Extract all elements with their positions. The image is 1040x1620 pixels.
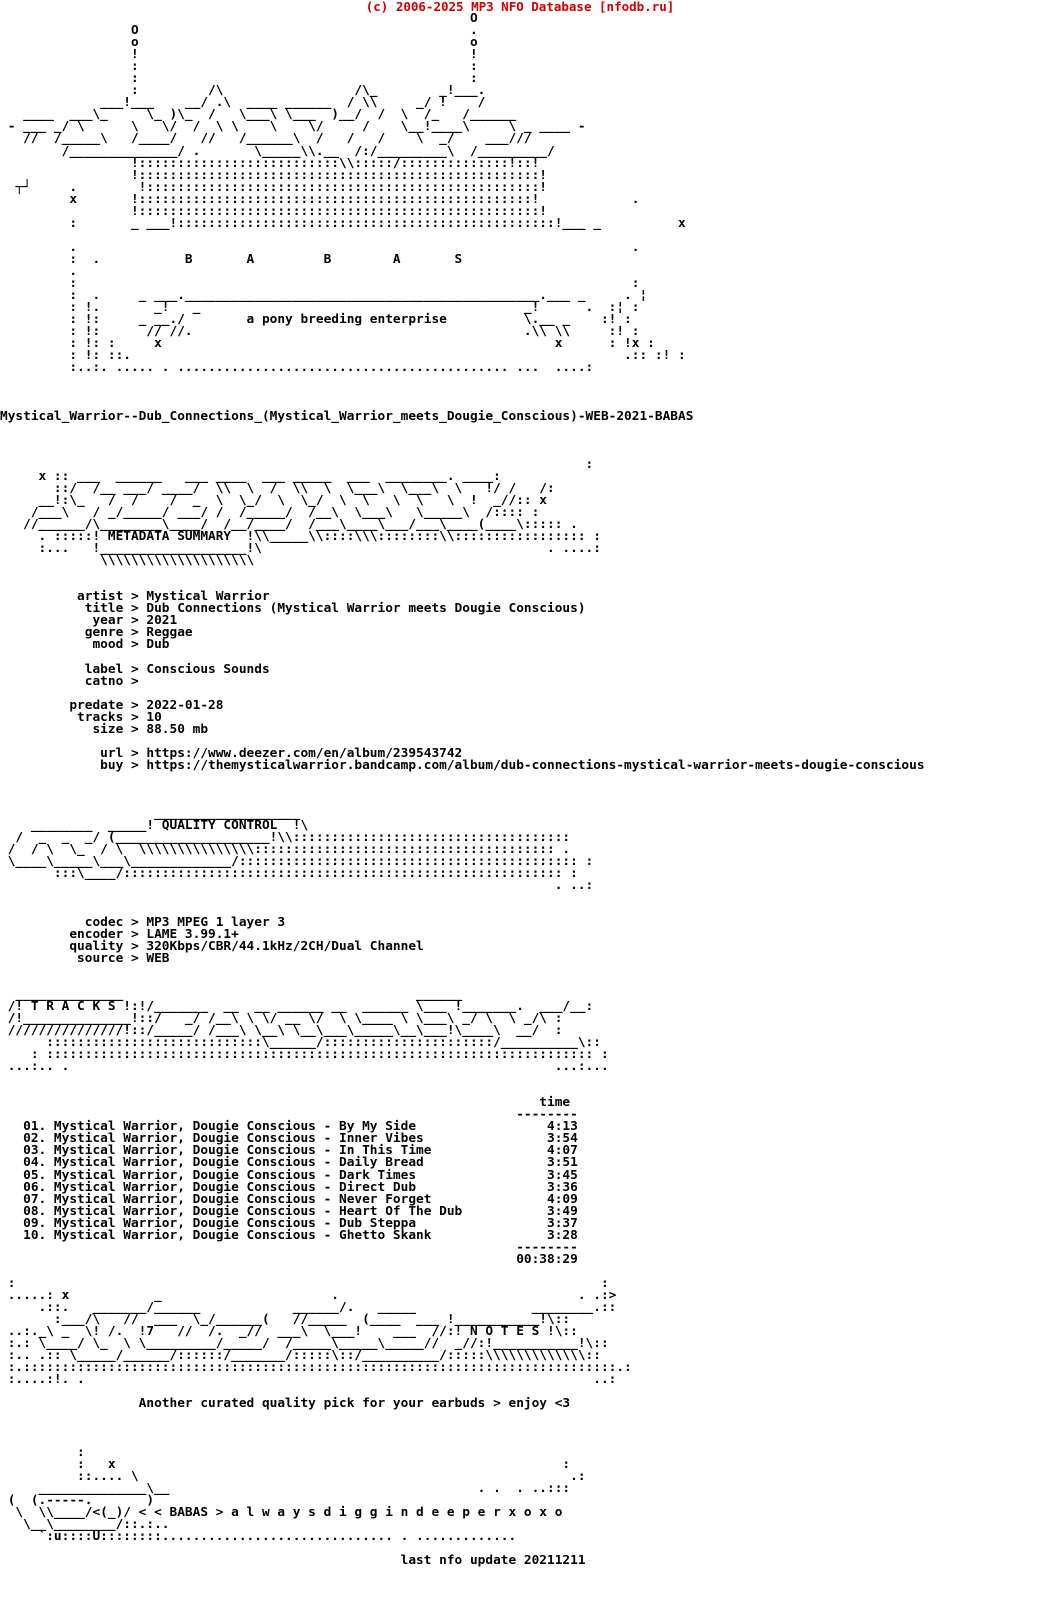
- nfo-line: : . _ ___.______________________________________________.___ _ . ¦: [0, 288, 648, 304]
- nfo-line: time: [0, 1095, 571, 1111]
- nfo-line: .::. _______/______ ______/. _____ ________.::: [0, 1300, 617, 1316]
- nfo-line: predate > 2022-01-28: [0, 697, 224, 713]
- nfo-line: 04. Mystical Warrior, Dougie Conscious - Daily Bread 3:51: [0, 1155, 578, 1171]
- nfo-line: :.:::::::::::::::::::::::::::::::::::::::::::::::::::::::::::::::::::::::::::::.:: [0, 1360, 632, 1376]
- nfo-line: : :: [0, 276, 640, 292]
- nfo-line: quality > 320Kbps/CBR/44.1kHz/2CH/Dual Channel: [0, 938, 424, 954]
- nfo-line: --------: [0, 1239, 578, 1255]
- nfo-line: encoder > LAME 3.99.1+: [0, 926, 239, 942]
- nfo-line: Mystical_Warrior--Dub_Connections_(Mystical_Warrior_meets_Dougie_Conscious)-WEB-2021-BABAS: [0, 408, 694, 424]
- nfo-line: : !: // //. .\\ \\ :! :: [0, 324, 640, 340]
- nfo-line: - ___ _/ \ \ \/ / \ \ \ \/ / \__!____\ \ _ ____ -: [0, 119, 586, 135]
- nfo-line: .: [0, 263, 78, 279]
- nfo-line: ┬┘ . !:::::::::::::::::::::::::::::::::::::::::::::::::::!: [0, 179, 548, 195]
- nfo-line: x :: ___ ______ ___ ____ ___ _____ ___ ________. ____:: [0, 468, 501, 484]
- nfo-line: ///////////////!::/_____/ /___\ \__\ \__\___\_____\__\___!\____\ __/ :: [0, 1022, 563, 1038]
- nfo-line: catno >: [0, 673, 139, 689]
- nfo-line: :.: \____/ \_ \ \_________/_____/ /_____\_____\_____// _//:!___________!\::: [0, 1336, 609, 1352]
- nfo-line: source > WEB: [0, 950, 170, 966]
- nfo-line: /______________/ . \_____\\.__ /:/_________\ /_________/: [0, 143, 555, 159]
- nfo-line: __!:\_ / / / _ \ \_/ \ \_/ \ \ \ \ \ ! _//:: x: [0, 492, 548, 508]
- nfo-line: :..:. ..... . ........................................... ... ....:: [0, 360, 594, 376]
- nfo-line: 03. Mystical Warrior, Dougie Conscious - In This Time 4:07: [0, 1143, 578, 1159]
- nfo-line: : :: [0, 71, 478, 87]
- nfo-line: \\\\\\\\\\\\\\\\\\\\: [0, 553, 255, 569]
- nfo-line: 08. Mystical Warrior, Dougie Conscious - Heart Of The Dub 3:49: [0, 1203, 578, 1219]
- nfo-line: . ..:: [0, 878, 594, 894]
- nfo-line: !::::::::::::::::::::::::::::::::::::::::::::::::::::!: [0, 167, 548, 183]
- nfo-line: : :: [0, 59, 478, 75]
- nfo-line: 07. Mystical Warrior, Dougie Conscious - Never Forget 4:09: [0, 1191, 578, 1207]
- nfo-line: 02. Mystical Warrior, Dougie Conscious - Inner Vibes 3:54: [0, 1131, 578, 1147]
- nfo-line: : /\ /\_ _!___.: [0, 83, 486, 99]
- nfo-line: 06. Mystical Warrior, Dougie Conscious - Direct Dub 3:36: [0, 1179, 578, 1195]
- nfo-line: last nfo update 20211211: [0, 1553, 586, 1568]
- nfo-line: \__\________/::.:..: [0, 1516, 170, 1532]
- nfo-line: /! T R A C K S !:!/_______ __ __ ______ __ ______ \___ !_______. ___/__:: [0, 998, 594, 1014]
- nfo-line: 00:38:29: [0, 1251, 578, 1267]
- nfo-line: ___________________: [0, 806, 301, 822]
- nfo-line: genre > Reggae: [0, 625, 193, 641]
- nfodb-credit-header: (c) 2006-2025 MP3 NFO Database [nfodb.ru]: [365, 0, 675, 14]
- nfo-line: //______/\________\____/ /__/____/ /___\____\___/___\____(____\::::: .: [0, 516, 578, 532]
- nfo-line: . :::::! METADATA SUMMARY !\\_____\\::::\\\::::::::\\::::::::::::::::: :: [0, 529, 601, 545]
- nfo-line: .....: x _ . . .:>: [0, 1287, 617, 1303]
- nfo-line: ::::::::::::::::::::::::::::\______/::::::::::::::::::::::/__________\::: [0, 1034, 601, 1050]
- nfo-line: 01. Mystical Warrior, Dougie Conscious - By My Side 4:13: [0, 1119, 578, 1135]
- nfo-line: mood > Dub: [0, 637, 170, 653]
- nfo-line: :... !___________________!\ . ....:: [0, 541, 601, 557]
- nfo-line: 05. Mystical Warrior, Dougie Conscious - Dark Times 3:45: [0, 1167, 578, 1183]
- nfo-line: : :: [0, 1275, 609, 1291]
- nfo-line: ::/ /__ ___/ ____/ \\ \ / \\ \ \___\ \___\ \ !/ / /:: [0, 480, 555, 496]
- nfo-line: :___/\ // ___ \_/______( //_____ (____ ___ !___________!\::: [0, 1312, 571, 1328]
- nfo-line: ::.... \ .:: [0, 1468, 586, 1484]
- nfo-line: \____\_____\___\_____________/:::::::::::::::::::::::::::::::::::::::::::: :: [0, 854, 594, 870]
- nfo-line: x !:::::::::::::::::::::::::::::::::::::::::::::::::::! .: [0, 191, 640, 207]
- nfo-line: 09. Mystical Warrior, Dougie Conscious - Dub Steppa 3:37: [0, 1215, 578, 1231]
- nfo-line: /!______________!::/ _/ /__\ \ \/ __ \/ \ \____ \ \___\ _/ \ \ _/\ :: [0, 1010, 563, 1026]
- nfo-line: / / \ \_ / \ \\\\\\\\\\\\\\\::::::::::::::::::::::::::::::::::::::: .: [0, 842, 571, 858]
- nfo-line: label > Conscious Sounds: [0, 661, 270, 677]
- nfo-line: ___!___ __/ .\ ____ ______ / \\ _/ ! /: [0, 95, 486, 111]
- nfo-line: `:u::::U::::::::.............................. . .............: [0, 1528, 517, 1544]
- nfo-line: codec > MP3 MPEG 1 layer 3: [0, 914, 286, 930]
- nfo-line: . .: [0, 239, 640, 255]
- nfo-line: : _ ___!:::::::::::::::::::::::::::::::::::::::::::::::::!___ _ x: [0, 215, 686, 231]
- nfo-line: ..:._\ _ \! /. !7 // /. _// ___\ \___! ___ //:! N O T E S !\::: [0, 1324, 578, 1340]
- nfo-line: ______________\__ . . . ..:::: [0, 1480, 571, 1496]
- nfo-line: O: [0, 11, 478, 26]
- nfo-line: : . B A B A S: [0, 251, 463, 267]
- nfo-line: /___\ / _/_____/ ___/ / /_____/ /__\ \___\ \_____\ /:::: :: [0, 504, 540, 520]
- nfo-line: :: [0, 456, 594, 472]
- nfo-line: / _ _ _/ (____________________!\\::::::::::::::::::::::::::::::::::::: [0, 830, 571, 846]
- nfo-line: url > https://www.deezer.com/en/album/239543742: [0, 745, 463, 761]
- nfo-line: --------: [0, 1107, 578, 1123]
- nfo-line: : ::::::::::::::::::::::::::::::::::::::::::::::::::::::::::::::::::::::: :: [0, 1047, 609, 1063]
- nfo-line: ______________ ______: [0, 986, 463, 1002]
- nfo-line: buy > https://themysticalwarrior.bandcamp.com/album/dub-connections-mystical-warrior-meets-dougie-conscious: [0, 757, 925, 773]
- nfo-line: : !. _! _ _! . :¦ :: [0, 300, 640, 316]
- nfo-line: size > 88.50 mb: [0, 721, 209, 737]
- nfo-line: ( (.-----. ): [0, 1492, 155, 1508]
- nfo-line: :.. .:: \_____/______/::::::/_______/:::::\::/__________/:::::\\\\\\\\\\\\\::: [0, 1348, 601, 1364]
- nfo-line: !::::::::::::::::::::::::::::::::::::::::::::::::::::!: [0, 203, 548, 219]
- nfo-line: O .: [0, 23, 478, 39]
- nfo-line: :....:!. . ..:: [0, 1372, 617, 1388]
- nfo-line: : !: ::. .:: :! :: [0, 348, 686, 364]
- nfo-line: tracks > 10: [0, 709, 162, 725]
- nfo-line: ________ _____! QUALITY CONTROL !\: [0, 818, 309, 834]
- nfo-line: year > 2021: [0, 613, 178, 629]
- nfo-line: : !: : x x : !x :: [0, 336, 655, 352]
- nfo-line: :::\____/::::::::::::::::::::::::::::::::::::::::::::::::::::::::: :: [0, 866, 578, 882]
- nfo-line: !::::::::::::::::::::::::::\\:::::/::::::::::::::!::!: [0, 155, 540, 171]
- nfo-line: artist > Mystical Warrior: [0, 589, 270, 605]
- nfo-line: Another curated quality pick for your earbuds > enjoy <3: [0, 1396, 571, 1412]
- nfo-line: title > Dub Connections (Mystical Warrior meets Dougie Conscious): [0, 601, 586, 617]
- nfo-line: ! !: [0, 47, 478, 63]
- nfo-line: :: [0, 1444, 85, 1460]
- nfo-line: // /_____\ /____/ // /______\ / / / \ _/ ___///: [0, 131, 532, 147]
- nfo-line: ____ ___\_ \_ )\_ / \___\ \___ )__/ / \ /_ /______: [0, 107, 517, 123]
- nfo-line: 10. Mystical Warrior, Dougie Conscious - Ghetto Skank 3:28: [0, 1227, 578, 1243]
- nfo-line: : x :: [0, 1456, 571, 1472]
- nfo-ascii-document: [0, 13, 925, 1567]
- nfo-line: : !: _ __./ a pony breeding enterprise \.__ _ :! :: [0, 312, 632, 328]
- nfo-line: ...:.. . ...:...: [0, 1059, 609, 1075]
- nfo-line: o o: [0, 35, 478, 51]
- nfo-line: \ \\____/<(_)/ < < BABAS > a l w a y s d i g g i n d e e p e r x o x o: [0, 1504, 563, 1520]
